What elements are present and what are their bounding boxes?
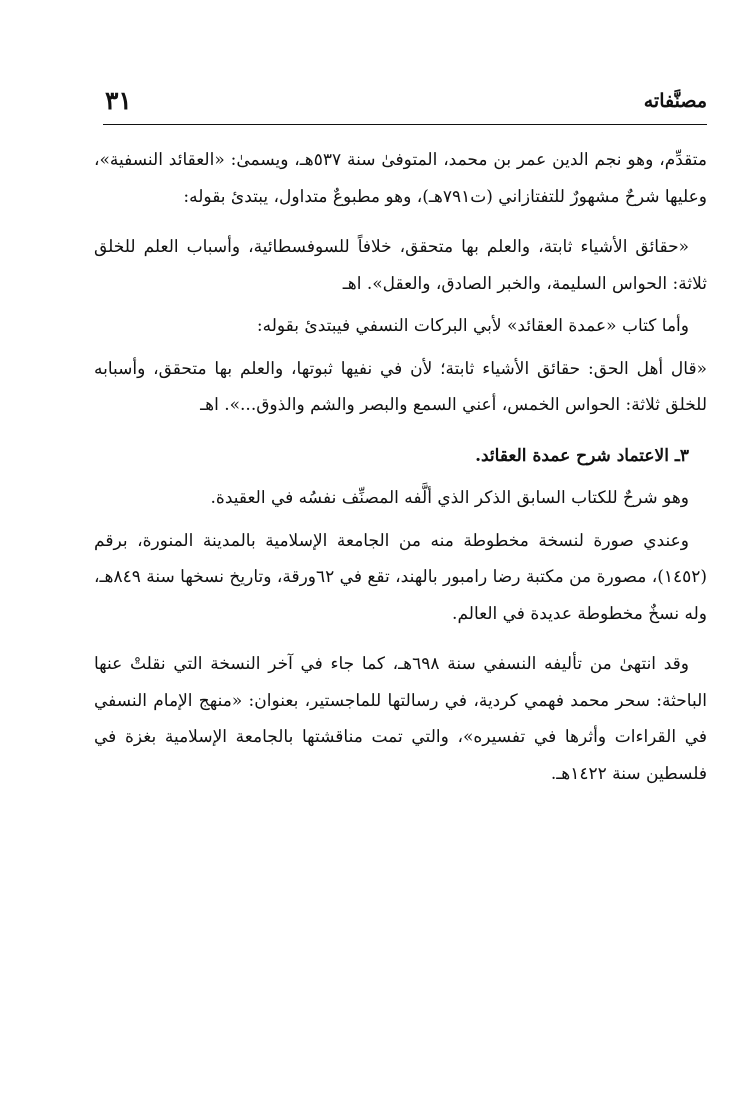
page-header — [103, 80, 707, 120]
quote-aqaid-nasafiyya: «حقائق الأشياء ثابتة، والعلم بها متحقق، خلافاً للسوفسطائية، وأسباب العلم للخلق ثلاثة: الحواس السليمة، والخبر الصادق، والعقل». اهـ — [94, 237, 707, 294]
page-body — [94, 142, 707, 792]
running-title: مصنَّفاته — [643, 90, 707, 112]
page-number: ٣١ — [105, 86, 132, 115]
header-divider — [103, 124, 707, 125]
paragraph-manuscript-info: وعندي صورة لنسخة مخطوطة منه من الجامعة الإسلامية بالمدينة المنورة، برقم (١٤٥٢)، مصورة من مكتبة رضا رامبور بالهند، تقع في ٦٢ورقة، وتاريخ نسخها سنة ٨٤٩هـ، وله نسخٌ مخطوطة عديدة في العالم. — [94, 530, 707, 624]
paragraph-umdat-intro: وأما كتاب «عمدة العقائد» لأبي البركات النسفي فيبتدئ بقوله: — [256, 316, 689, 336]
paragraph-completion-date: وقد انتهىٰ من تأليفه النسفي سنة ٦٩٨هـ، كما جاء في آخر النسخة التي نقلتْ عنها الباحثة: سحر محمد فهمي كردية، في رسالتها للماجستير، بعنوان: «منهج الإمام النسفي في القراءات وأثرها في تفسيره»، والتي تمت مناقشتها بالجامعة الإسلامية بغزة في فلسطين سنة ١٤٢٢هـ. — [94, 654, 708, 784]
paragraph-nasafi-intro: متقدِّم، وهو نجم الدين عمر بن محمد، المتوفىٰ سنة ٥٣٧هـ، ويسمىٰ: «العقائد النسفية»، وعليها شرحٌ مشهورٌ للتفتازاني (ت٧٩١هـ)، وهو مطبوعٌ متداول، يبتدئ بقوله: — [94, 150, 707, 207]
quote-umdat-aqaid: «قال أهل الحق: حقائق الأشياء ثابتة؛ لأن في نفيها ثبوتها، والعلم بها متحقق، وأسبابه للخلق ثلاثة: الحواس الخمس، أعني السمع والبصر والشم والذوق...». اهـ — [94, 358, 707, 415]
paragraph-itimad-description: وهو شرحٌ للكتاب السابق الذكر الذي ألَّفه المصنِّف نفسُه في العقيدة. — [210, 488, 689, 508]
section-heading-itimad: ٣ـ الاعتماد شرح عمدة العقائد. — [475, 445, 689, 466]
